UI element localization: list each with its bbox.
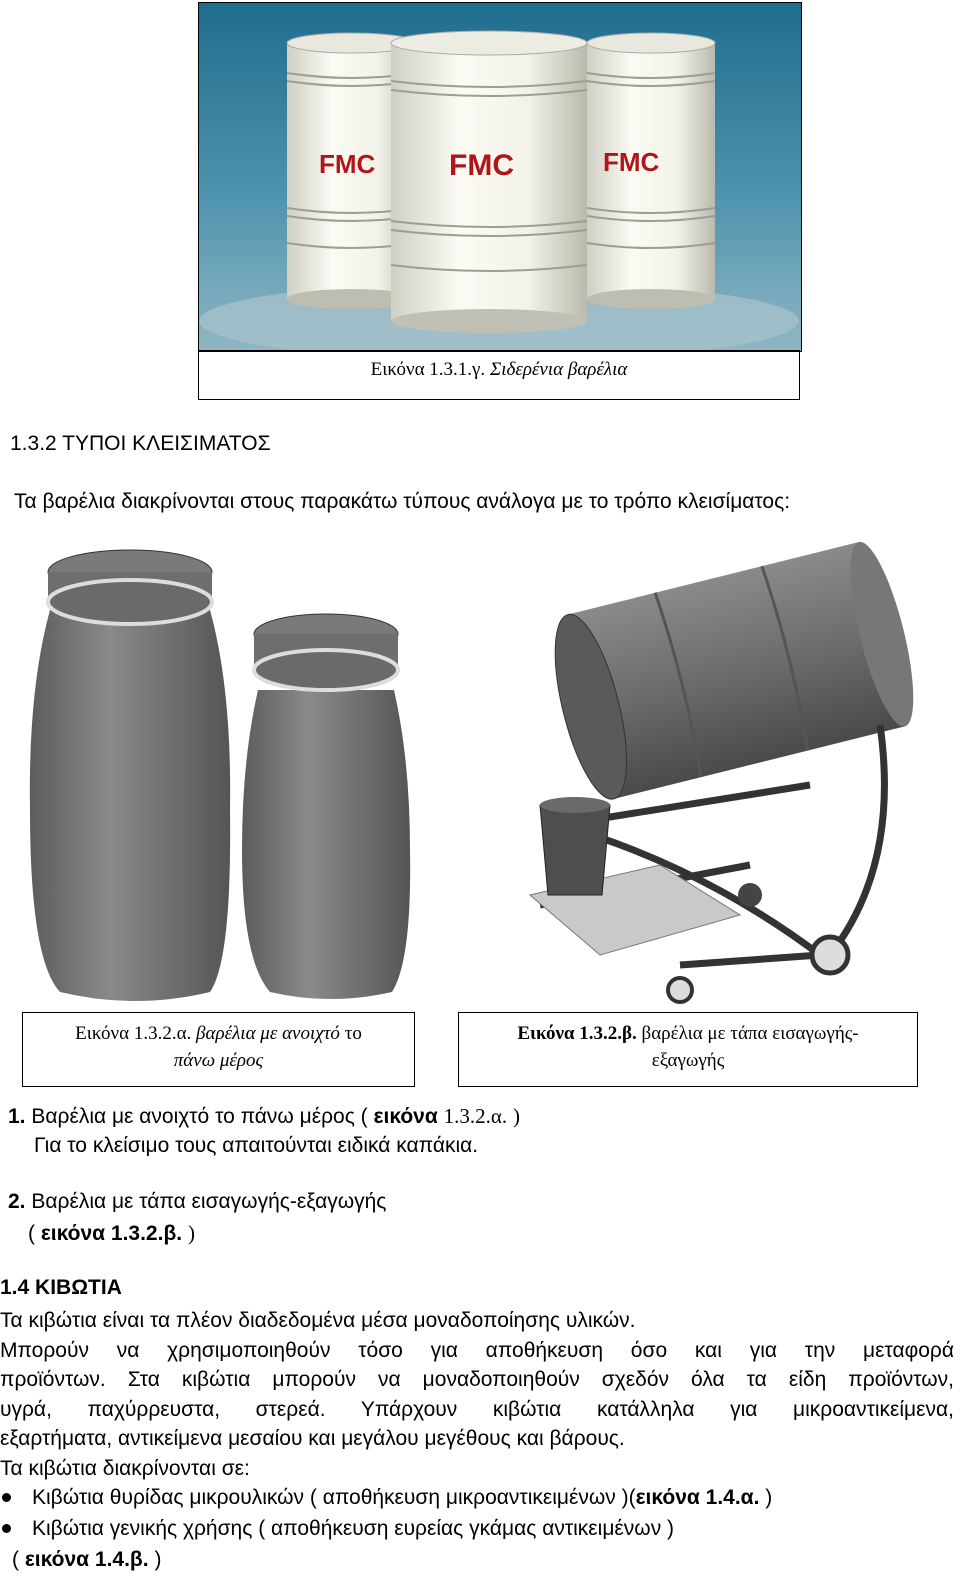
fmc-logo: FMC (449, 149, 514, 182)
fmc-logo: FMC (319, 149, 376, 179)
figure-reference: εικόνα 1.3.2.β. (40, 1222, 183, 1245)
list-text: Βαρέλια με τάπα εισαγωγής-εξαγωγής (31, 1190, 387, 1213)
figure-caption (458, 1012, 918, 1087)
section-heading: 1.3.2 ΤΥΠΟΙ ΚΛΕΙΣΙΜΑΤΟΣ (10, 432, 271, 455)
steel-drums-image (198, 2, 802, 352)
caption-text: βαρέλια με τάπα εισαγωγής- (641, 1023, 859, 1044)
bullet-close: ) (765, 1486, 773, 1509)
list-text: Βαρέλια με ανοιχτό το πάνω μέρος ( (31, 1105, 368, 1128)
list-open: ( (28, 1222, 35, 1245)
list-item-reference (28, 1218, 195, 1249)
body-line: υγρά, παχύρρευστα, στερεά. Υπάρχουν κιβώτια κατάλληλα για μικροαντικείμενα, (0, 1397, 954, 1421)
figure-reference: εικόνα 1.4.α. (635, 1486, 760, 1509)
body-line: εξαρτήματα, αντικείμενα μεσαίου και μεγάλου μεγέθους και βάρους. (0, 1427, 625, 1450)
bullet-text: Κιβώτια θυρίδας μικρουλικών ( αποθήκευση μικροαντικειμένων )( (32, 1486, 636, 1509)
figure-reference: εικόνα 1.4.β. (24, 1548, 149, 1571)
figure-caption (22, 1012, 415, 1087)
section-intro: Τα βαρέλια διακρίνονται στους παρακάτω τύπους ανάλογα με το τρόπο κλεισίματος: (14, 490, 791, 513)
list-close: ) (187, 1221, 195, 1245)
caption-text-line2: εξαγωγής (651, 1050, 725, 1071)
open-top-drums-image (20, 540, 420, 1010)
figure-reference: εικόνα (373, 1105, 438, 1128)
caption-number: Εικόνα 1.3.2.β. (517, 1023, 637, 1044)
section-heading: 1.4 ΚΙΒΩΤΙΑ (0, 1276, 122, 1299)
caption-text: Σιδερένια βαρέλια (489, 359, 628, 380)
section-body (0, 1306, 954, 1483)
bullet-item (0, 1482, 954, 1513)
bullet-list (0, 1482, 954, 1575)
body-line: Τα κιβώτια είναι τα πλέον διαδεδομένα μέσα μοναδοποίησης υλικών. (0, 1309, 636, 1332)
list-close: ) (512, 1104, 520, 1128)
bullet-continuation (0, 1544, 954, 1575)
bullet-open: ( (12, 1548, 19, 1571)
caption-number: Εικόνα 1.3.1.γ. (370, 359, 486, 380)
body-line: Τα κιβώτια διακρίνονται σε: (0, 1456, 250, 1480)
figure-reference-number: 1.3.2.α. (443, 1104, 508, 1128)
fmc-logo: FMC (603, 147, 660, 177)
body-line: Μπορούν να χρησιμοποιηθούν τόσο για αποθήκευση όσο και για την μεταφορά (0, 1338, 954, 1362)
caption-text: βαρέλια με ανοιχτό (196, 1023, 340, 1044)
bullet-icon (2, 1493, 11, 1502)
bullet-text: Κιβώτια γενικής χρήσης ( αποθήκευση ευρείας γκάμας αντικειμένων ) (32, 1517, 675, 1540)
bullet-icon (2, 1524, 11, 1533)
caption-number: Εικόνα 1.3.2.α. (75, 1023, 192, 1044)
list-number: 2. (8, 1190, 26, 1213)
bullet-close: ) (154, 1548, 162, 1571)
bullet-item (0, 1513, 954, 1544)
list-item (8, 1101, 520, 1132)
list-item-detail: Για το κλείσιμο τους απαιτούνται ειδικά καπάκια. (34, 1134, 479, 1157)
caption-text-tail: το (344, 1023, 362, 1044)
drum-cart-image (500, 535, 920, 1010)
figure-caption (198, 350, 800, 400)
body-line: προϊόντων. Στα κιβώτια μπορούν να μοναδοποιηθούν σχεδόν όλα τα είδη προϊόντων, (0, 1368, 954, 1391)
list-item (8, 1187, 386, 1217)
caption-text-line2: πάνω μέρος (173, 1050, 264, 1071)
list-number: 1. (8, 1105, 26, 1128)
